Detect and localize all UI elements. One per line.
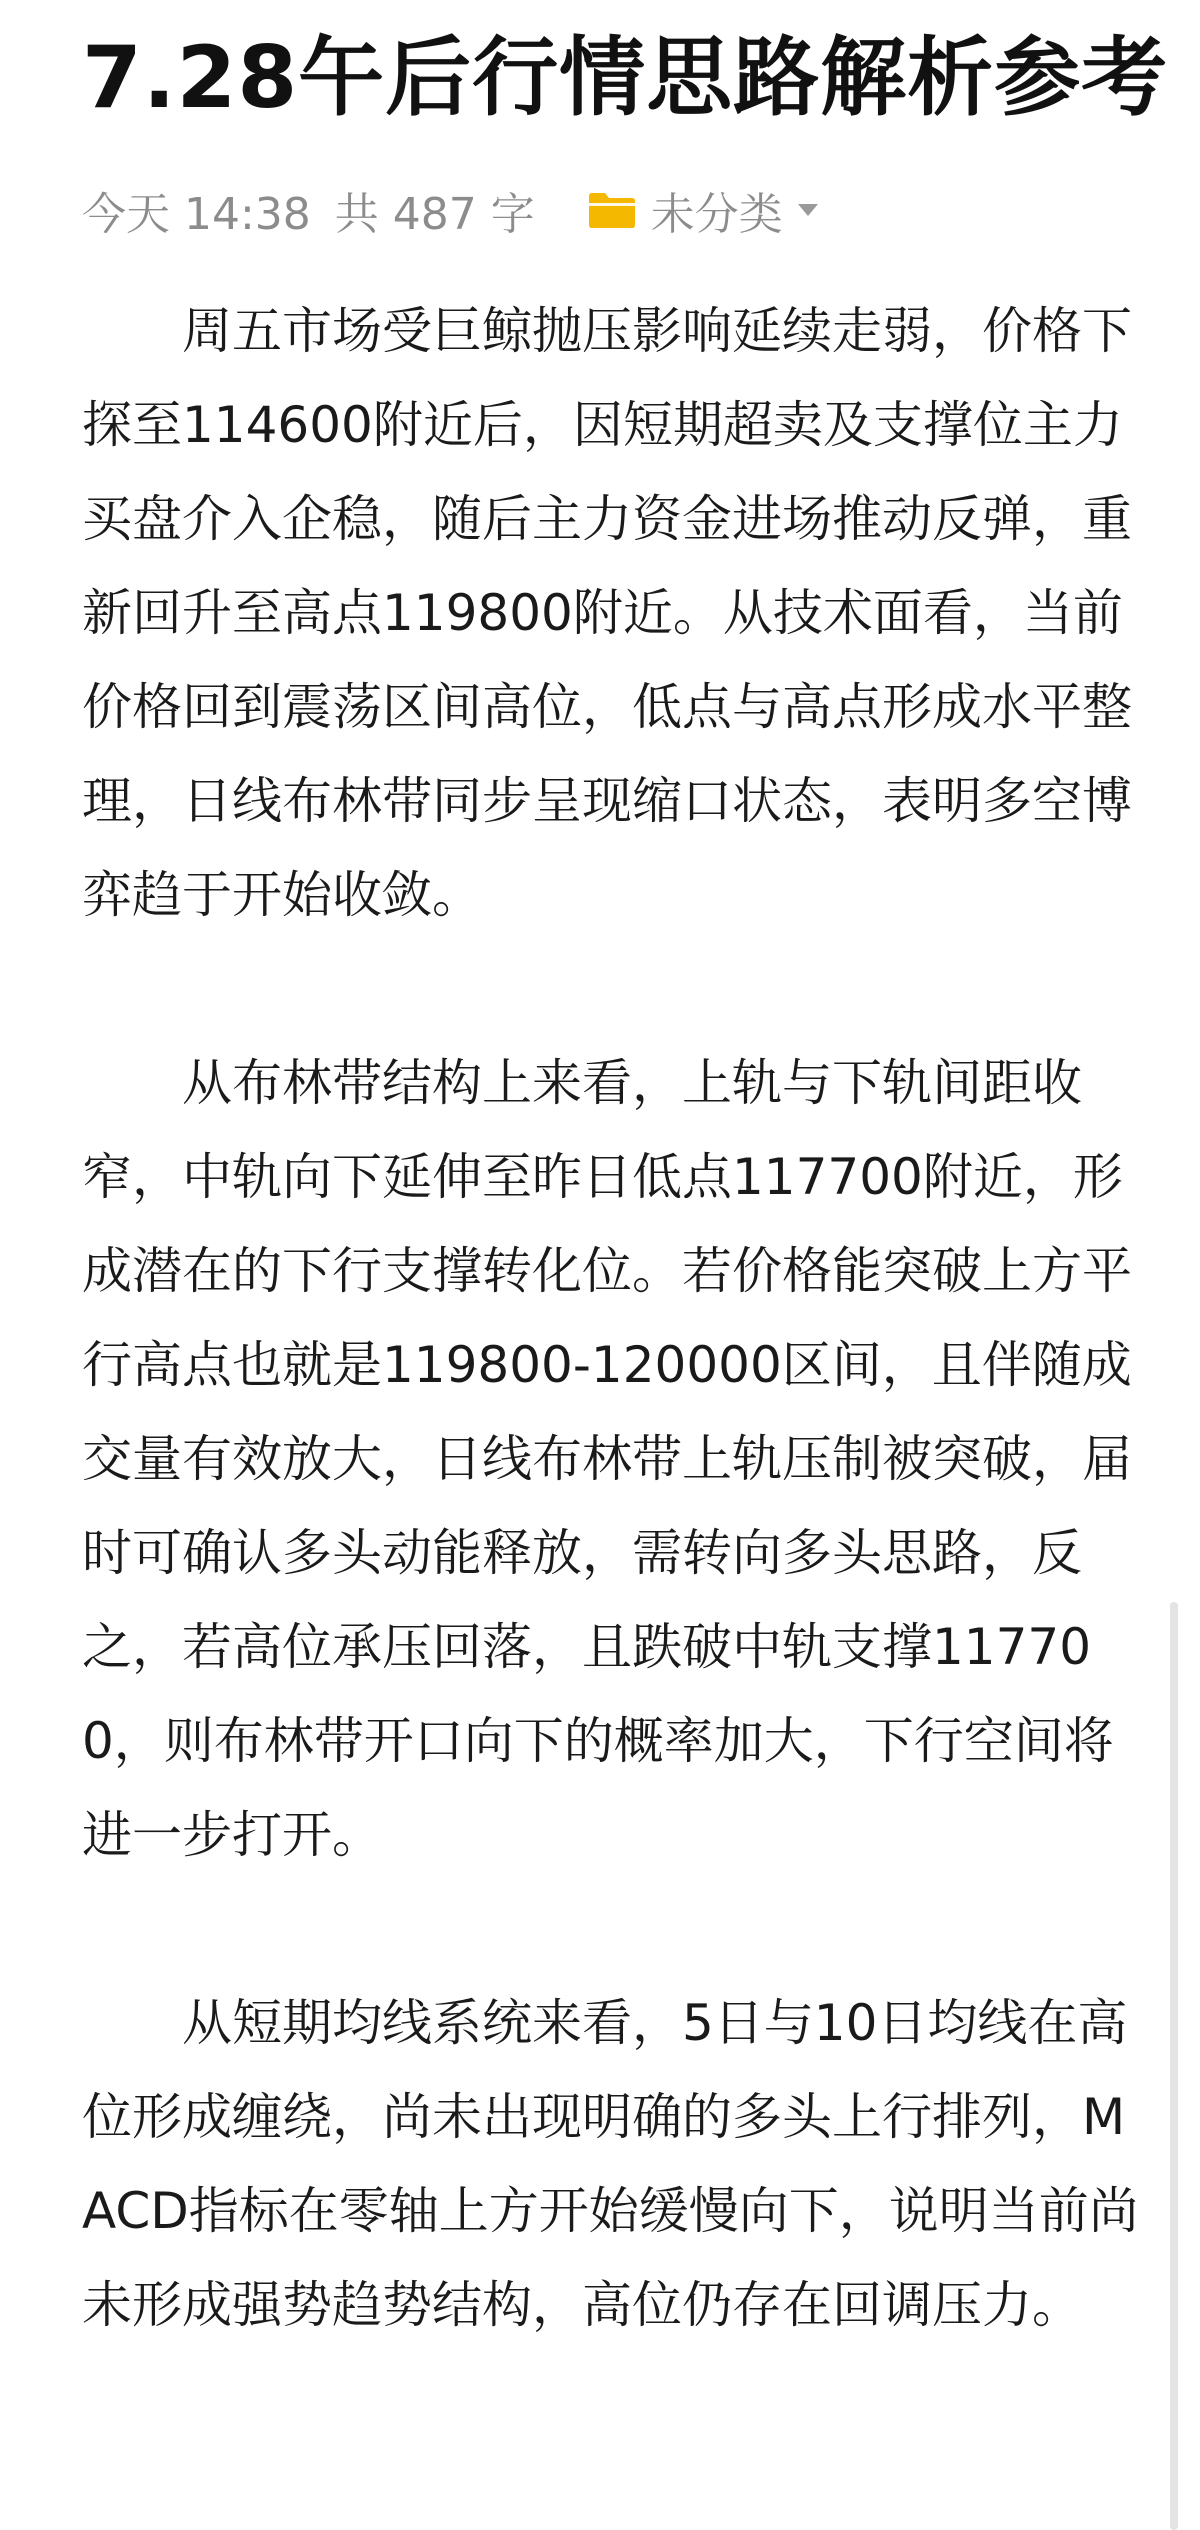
note-title[interactable]: 7.28午后行情思路解析参考 [82, 28, 1169, 128]
paragraph-2: 从布林带结构上来看，上轨与下轨间距收窄，中轨向下延伸至昨日低点117700附近，形成潜在的下行支撑转化位。若价格能突破上方平行高点也就是119800-120000区间，且伴随成交量有效放大，日线布林带上轨压制被突破，届时可确认多头动能释放，需转向多头思路，反之，若高位承压回落，且跌破中轨支撑117700，则布林带开口向下的概率加大，下行空间将进一步打开。 [82, 1054, 1132, 1864]
category-selector[interactable] [587, 178, 819, 242]
note-body[interactable] [82, 284, 1142, 2352]
note-meta [82, 180, 1142, 240]
note-date: 今天 14:38 [82, 189, 311, 240]
note-container [82, 0, 1169, 2352]
paragraph-1: 周五市场受巨鲸抛压影响延续走弱，价格下探至114600附近后，因短期超卖及支撑位主力买盘介入企稳，随后主力资金进场推动反弹，重新回升至高点119800附近。从技术面看，当前价格回到震荡区间高位，低点与高点形成水平整理，日线布林带同步呈现缩口状态，表明多空博弈趋于开始收敛。 [82, 302, 1132, 924]
scrollbar[interactable] [1170, 1602, 1178, 2530]
caret-down-icon [797, 203, 819, 217]
paragraph-3: 从短期均线系统来看，5日与10日均线在高位形成缠绕，尚未出现明确的多头上行排列，MACD指标在零轴上方开始缓慢向下，说明当前尚未形成强势趋势结构，高位仍存在回调压力。 [82, 1994, 1139, 2334]
word-count: 共 487 字 [334, 189, 535, 240]
folder-icon [587, 191, 637, 229]
category-label: 未分类 [650, 189, 783, 240]
